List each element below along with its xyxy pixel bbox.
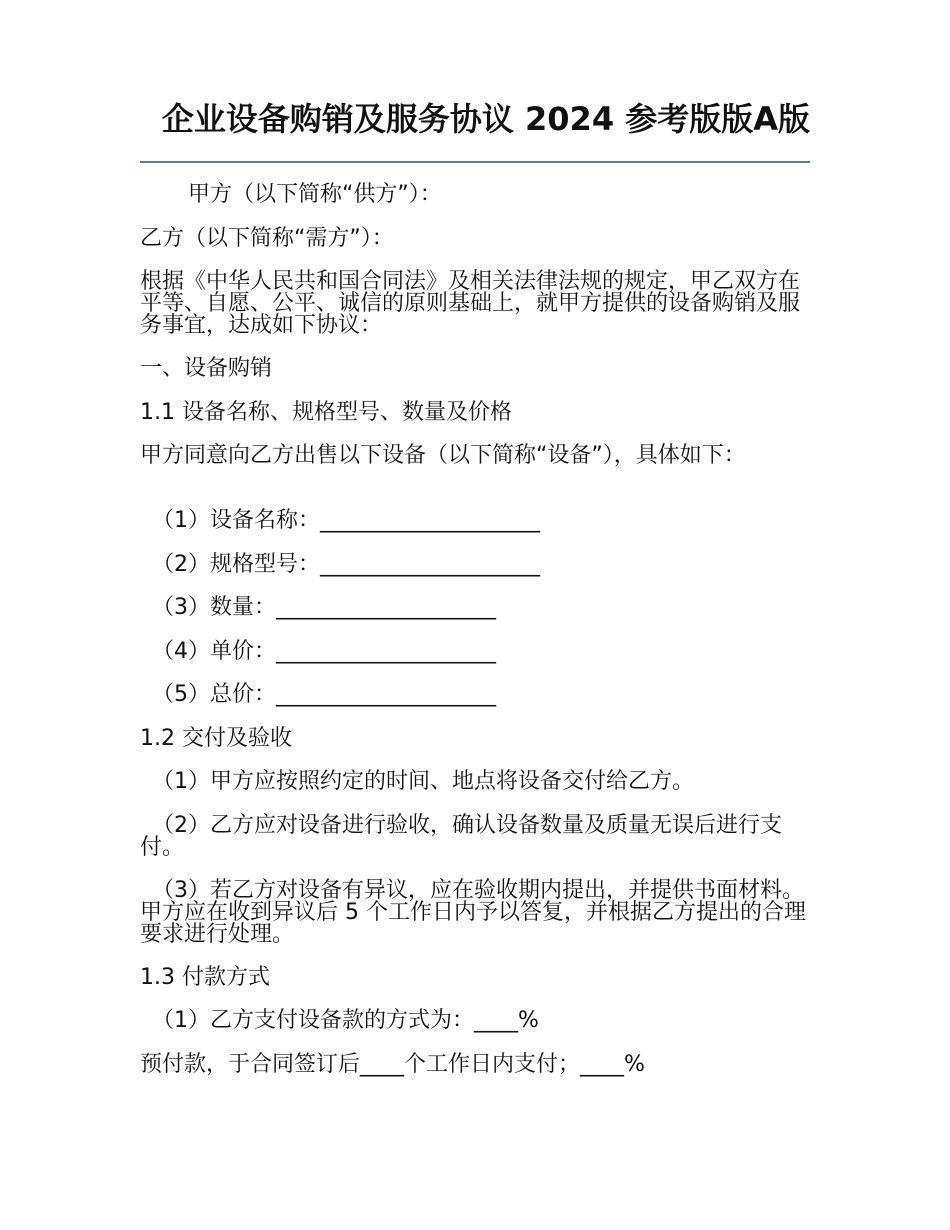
payment-clause-1: （1）乙方支付设备款的方式为：____% bbox=[152, 1008, 539, 1033]
delivery-clause-3: （3）若乙方对设备有异议，应在验收期内提出，并提供书面材料。甲方应在收到异议后 5 个工作日内予以答复，并根据乙方提出的合理要求进行处理。 bbox=[140, 878, 806, 947]
document-title: 企业设备购销及服务协议 2024 参考版版A版 bbox=[161, 100, 810, 138]
section-1-1-intro: 甲方同意向乙方出售以下设备（以下简称“设备”），具体如下： bbox=[140, 443, 746, 468]
delivery-clause-2: （2）乙方应对设备进行验收，确认设备数量及质量无误后进行支付。 bbox=[140, 813, 782, 860]
section-1-heading: 一、设备购销 bbox=[140, 356, 273, 381]
section-1-3-heading: 1.3 付款方式 bbox=[140, 965, 270, 990]
party-b-line: 乙方（以下简称“需方”）： bbox=[140, 226, 394, 251]
list-item-model: （2）规格型号：____________________ bbox=[152, 552, 540, 577]
list-item-total-price: （5）总价：____________________ bbox=[152, 682, 496, 707]
title-underline bbox=[140, 161, 810, 163]
list-item-equipment-name: （1）设备名称：____________________ bbox=[152, 508, 540, 533]
preamble-paragraph: 根据《中华人民共和国合同法》及相关法律法规的规定，甲乙双方在平等、自愿、公平、诚信的原则基础上，就甲方提供的设备购销及服务事宜，达成如下协议： bbox=[140, 269, 801, 338]
list-item-unit-price: （4）单价：____________________ bbox=[152, 639, 496, 664]
list-item-quantity: （3）数量：____________________ bbox=[152, 595, 496, 620]
section-1-1-heading: 1.1 设备名称、规格型号、数量及价格 bbox=[140, 400, 512, 425]
party-a-line: 甲方（以下简称“供方”）： bbox=[188, 182, 442, 207]
payment-clause-1-continued: 预付款，于合同签订后____个工作日内支付；____% bbox=[140, 1052, 645, 1077]
delivery-clause-1: （1）甲方应按照约定的时间、地点将设备交付给乙方。 bbox=[152, 769, 694, 794]
section-1-2-heading: 1.2 交付及验收 bbox=[140, 726, 292, 751]
